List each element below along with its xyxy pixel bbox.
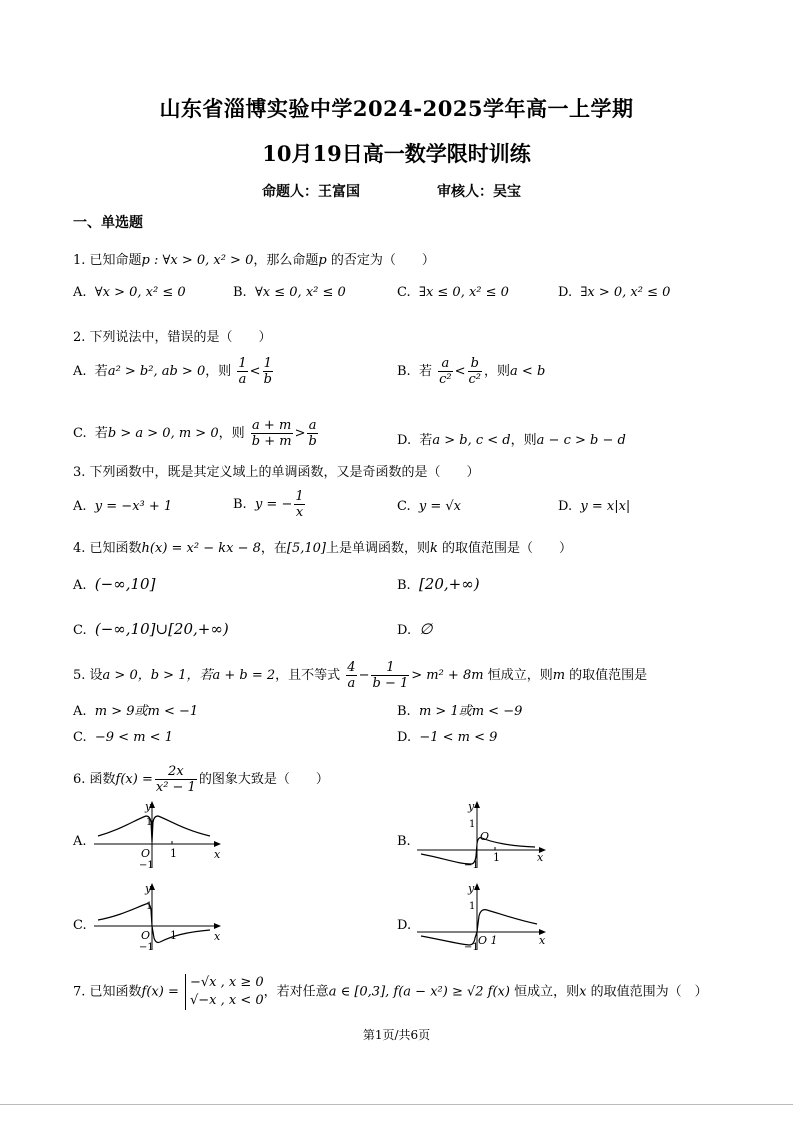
q4-option-c[interactable]: C. (−∞,10]∪[20,+∞) xyxy=(73,620,229,638)
bottom-divider xyxy=(0,1104,793,1105)
svg-text:−1: −1 xyxy=(464,860,479,870)
svg-text:x: x xyxy=(539,934,546,947)
svg-text:y: y xyxy=(468,800,475,813)
svg-text:1: 1 xyxy=(170,929,177,942)
svg-text:y: y xyxy=(145,882,152,895)
q4-option-d[interactable]: D. ∅ xyxy=(397,620,433,638)
question-2: 2. 下列说法中，错误的是（ ） xyxy=(73,330,272,345)
q1-option-b[interactable]: B. ∀x ≤ 0, x² ≤ 0 xyxy=(233,285,346,300)
svg-text:1: 1 xyxy=(146,817,153,828)
title-line-2: 10月19日高一数学限时训练 xyxy=(262,141,531,166)
section-title: 一、单选题 xyxy=(73,215,143,231)
svg-text:O: O xyxy=(141,847,151,860)
reviewer: 审核人：吴宝 xyxy=(437,184,521,200)
q5-option-c[interactable]: C. −9 < m < 1 xyxy=(73,730,173,745)
q5-option-b[interactable]: B. m > 1或m < −9 xyxy=(397,704,523,719)
svg-text:−1: −1 xyxy=(464,942,479,952)
q4-option-b[interactable]: B. [20,+∞) xyxy=(397,575,480,593)
q6-graph-b[interactable] xyxy=(413,798,548,870)
svg-text:−1: −1 xyxy=(139,860,154,870)
q3-option-d[interactable]: D. y = x|x| xyxy=(558,499,631,514)
q5-option-a[interactable]: A. m > 9或m < −1 xyxy=(73,704,199,719)
q6-graph-a[interactable] xyxy=(90,798,225,870)
q2-option-c[interactable]: C. 若b > a > 0, m > 0，则 $\frac{a + m}{b + m}$ > $\frac{a}{b}$ xyxy=(73,418,317,449)
q6-graph-d[interactable] xyxy=(413,880,548,952)
svg-text:O: O xyxy=(480,830,490,843)
question-3: 3. 下列函数中，既是其定义域上的单调函数，又是奇函数的是（ ） xyxy=(73,465,480,480)
q2-option-a[interactable]: A. 若a² > b², ab > 0，则 $\frac{1}{a}$ < $\frac{1}{b}$ xyxy=(73,356,272,387)
question-1: 1. 已知命题p : ∀x > 0, x² > 0，那么命题p 的否定为（ ） xyxy=(73,253,435,268)
q6-option-a-label[interactable]: A. xyxy=(73,834,87,849)
piecewise-brace: −√x , x ≥ 0 √−x , x < 0 xyxy=(185,974,264,1010)
q2-option-b[interactable]: B. 若 $\frac{a}{\text{c²}}$ < $\frac{b}{\text{c²}}$ ，则a < b xyxy=(397,356,546,387)
svg-text:x: x xyxy=(537,851,544,864)
q5-option-d[interactable]: D. −1 < m < 9 xyxy=(397,730,498,745)
q2-option-d[interactable]: D. 若a > b, c < d，则a − c > b − d xyxy=(397,433,626,448)
svg-text:x: x xyxy=(214,848,221,861)
svg-text:1: 1 xyxy=(493,851,500,864)
svg-text:1: 1 xyxy=(469,819,476,830)
author: 命题人：王富国 xyxy=(262,184,360,200)
svg-text:x: x xyxy=(214,930,221,943)
svg-text:O: O xyxy=(141,929,151,942)
page-footer: 第1页/共6页 xyxy=(362,1028,431,1042)
title-line-1: 山东省淄博实验中学2024-2025学年高一上学期 xyxy=(159,96,634,121)
svg-text:1: 1 xyxy=(170,847,177,860)
svg-text:1: 1 xyxy=(146,901,153,912)
q1-option-c[interactable]: C. ∃x ≤ 0, x² ≤ 0 xyxy=(397,285,509,300)
question-4: 4. 已知函数h(x) = x² − kx − 8，在[5,10]上是单调函数，则k 的取值范围是（ ） xyxy=(73,541,573,556)
svg-text:y: y xyxy=(468,882,475,895)
q6-graph-c[interactable] xyxy=(90,880,225,952)
q6-option-d-label[interactable]: D. xyxy=(397,918,412,933)
q1-option-a[interactable]: A. ∀x > 0, x² ≤ 0 xyxy=(73,285,186,300)
q6-option-c-label[interactable]: C. xyxy=(73,918,87,933)
question-5: 5. 设a > 0，b > 1，若a + b = 2，且不等式 $\frac{4}{a}$ − $\frac{1}{b - 1}$ > m² + 8m 恒成立，则m 的取值范围是 xyxy=(73,660,648,691)
svg-text:O 1: O 1 xyxy=(478,934,498,947)
question-6: 6. 函数f(x) = $\frac{2x}{\text{x² − 1}}$ 的图象大致是（ ） xyxy=(73,764,329,795)
question-7: 7. 已知函数f(x) = −√x , x ≥ 0 √−x , x < 0 ，若对任意a ∈ [0,3], f(a − x²) ≥ √2 f(x) 恒成立，则x 的取值范围为（ ） xyxy=(73,975,708,1008)
q4-option-a[interactable]: A. (−∞,10] xyxy=(73,575,156,593)
q6-option-b-label[interactable]: B. xyxy=(397,834,411,849)
q1-option-d[interactable]: D. ∃x > 0, x² ≤ 0 xyxy=(558,285,671,300)
q3-option-b[interactable]: B. y = − $\frac{1}{x}$ xyxy=(233,489,304,520)
svg-text:−1: −1 xyxy=(139,942,154,952)
svg-text:y: y xyxy=(145,800,152,813)
q3-option-c[interactable]: C. y = √x xyxy=(397,499,462,514)
q3-option-a[interactable]: A. y = −x³ + 1 xyxy=(73,499,173,514)
svg-text:1: 1 xyxy=(469,901,476,912)
